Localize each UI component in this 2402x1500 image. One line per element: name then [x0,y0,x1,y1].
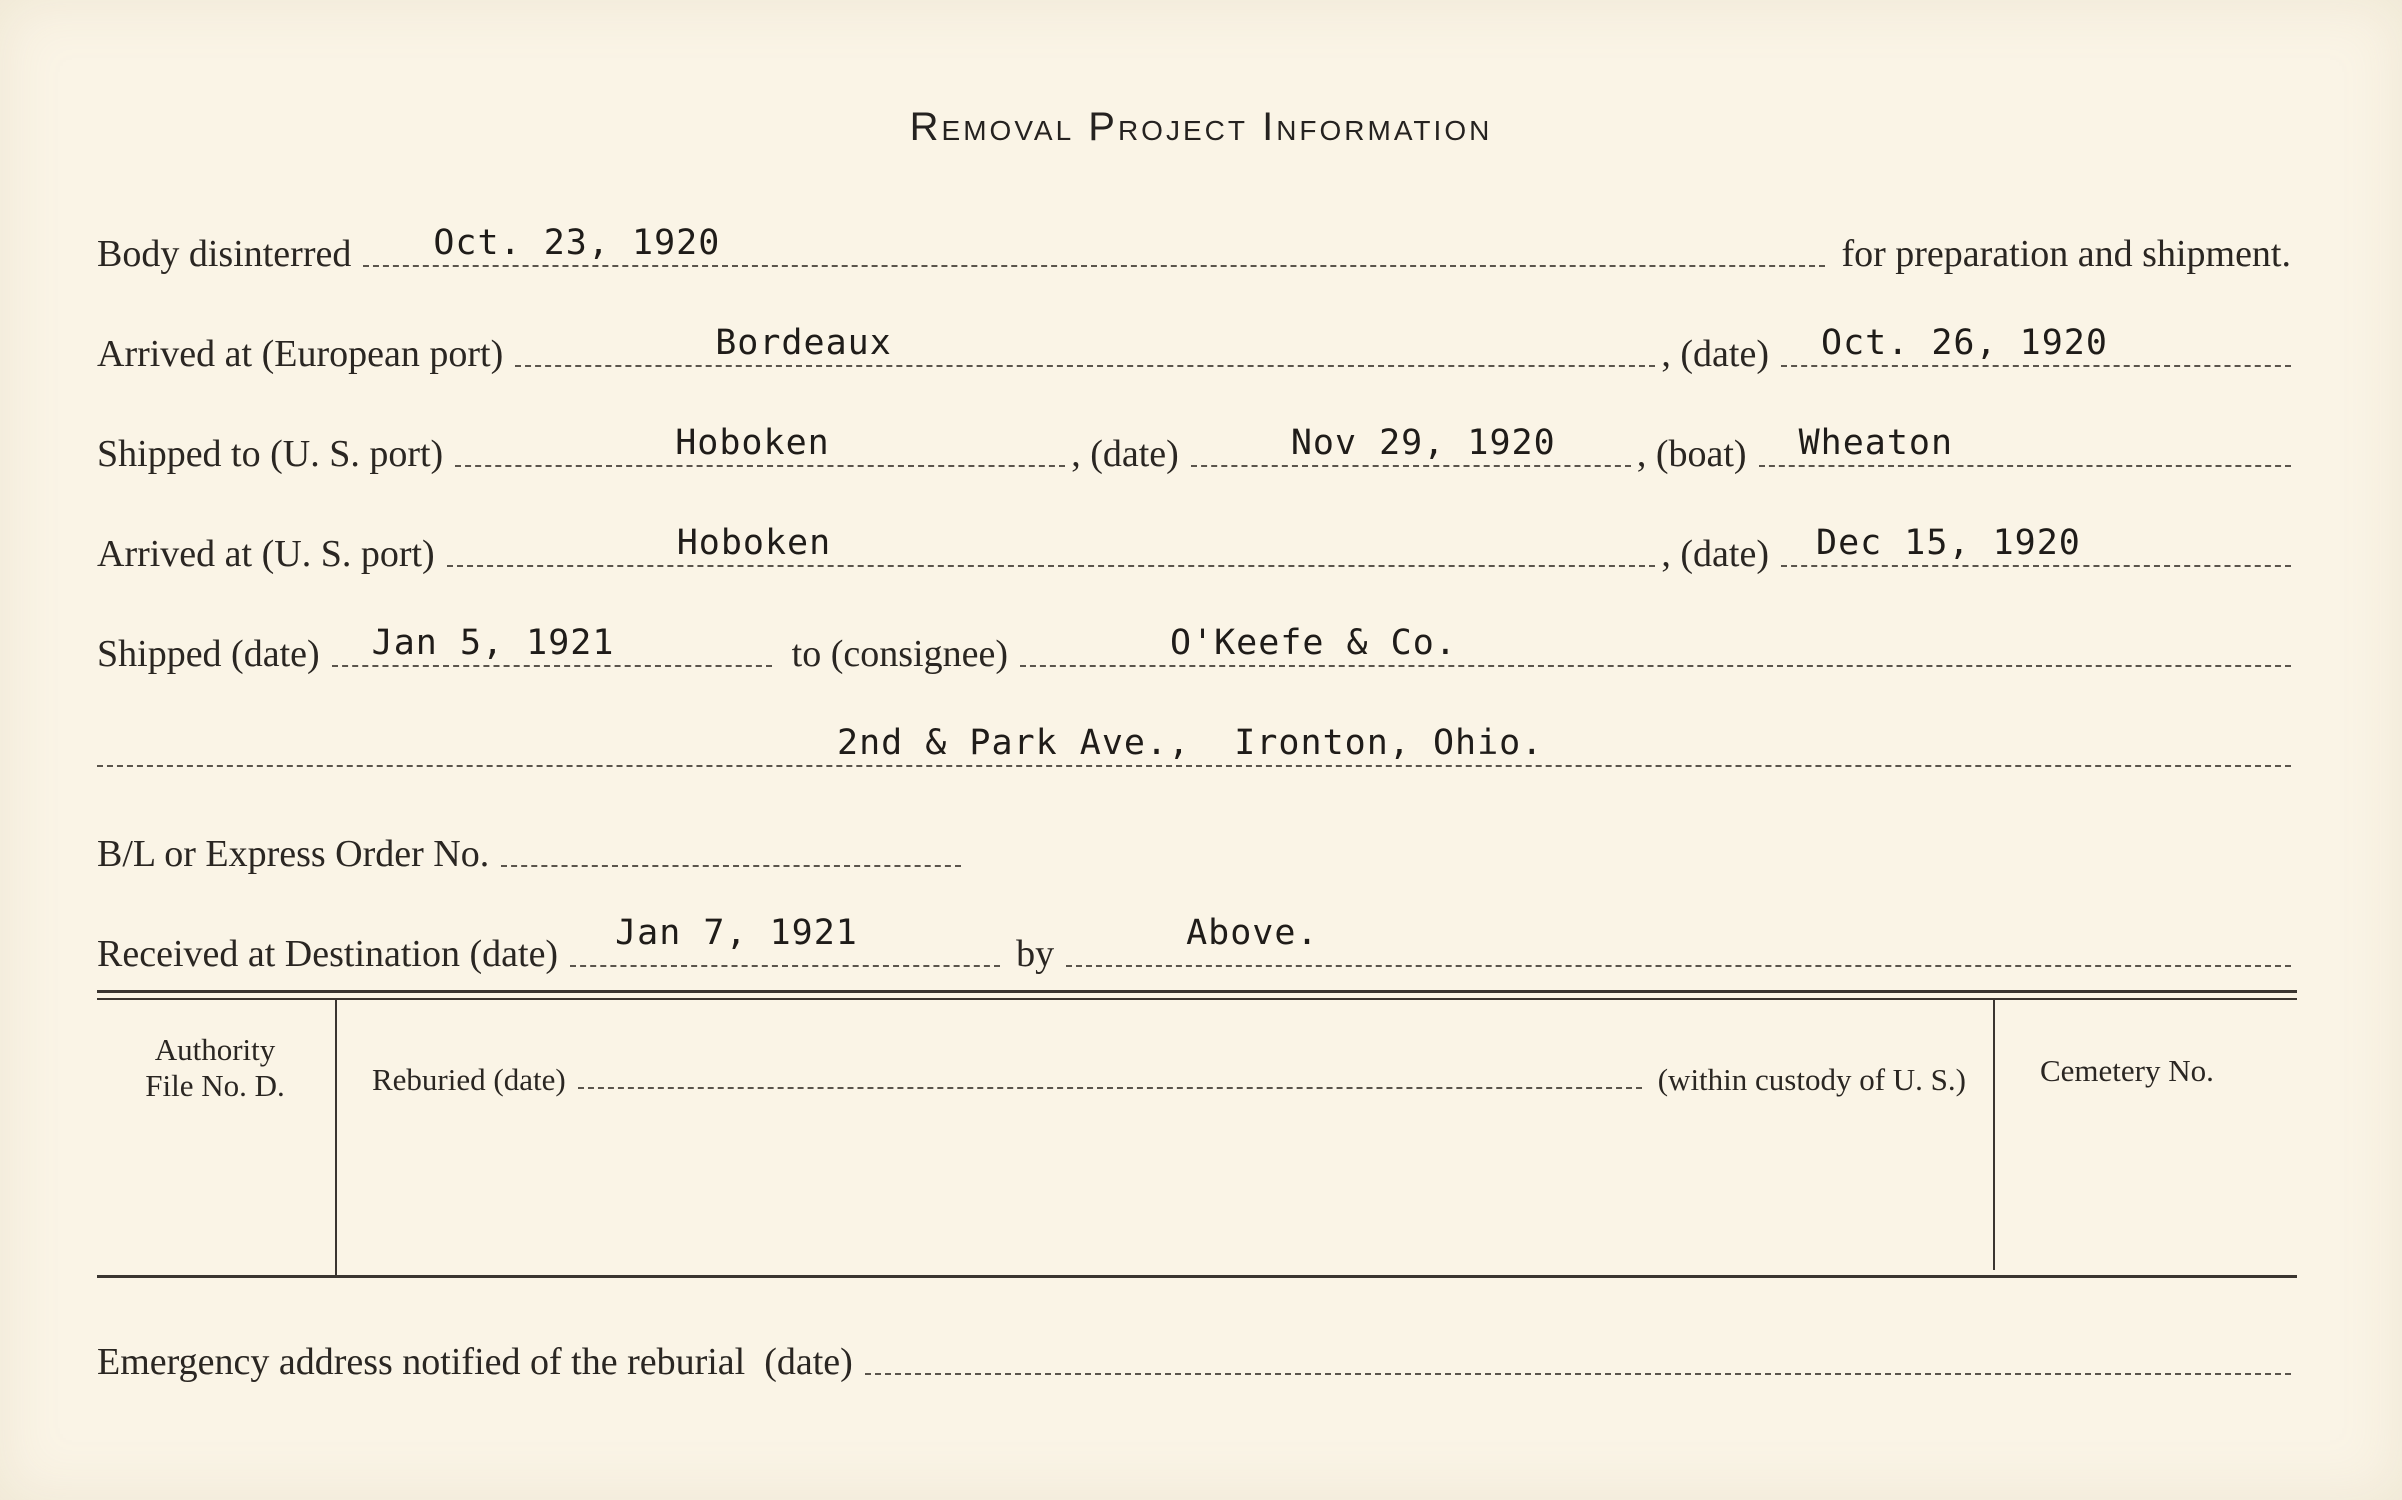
row-shipped-us [97,425,2297,473]
field-arrived-us-port[interactable] [447,525,1656,567]
row-arrived-european [97,325,2297,373]
row-shipped-consignee [97,625,2297,673]
label-european-port: Arrived at (European port) [97,333,504,375]
label-shipped: Shipped (date) [97,633,320,675]
value-by: Above. [1186,913,1319,953]
label-shipped-date: , (date) [1071,433,1179,475]
table-divider-left [335,1000,337,1277]
row-disinterred [97,225,2297,273]
field-bl-order[interactable] [501,825,961,867]
value-european-port: Bordeaux [715,323,892,363]
field-shipped[interactable] [332,625,772,667]
field-reburied[interactable] [578,1055,1642,1089]
value-shipped-date: Nov 29, 1920 [1290,423,1556,463]
row-address [97,725,2297,773]
field-received[interactable] [570,913,1000,967]
value-arrived-us-date: Dec 15, 1920 [1816,523,2081,563]
label-preparation: for preparation and shipment. [1841,233,2291,275]
field-by[interactable] [1066,913,2291,967]
label-bl-order: B/L or Express Order No. [97,833,490,875]
value-european-date: Oct. 26, 1920 [1821,323,2108,363]
label-boat: , (boat) [1636,433,1747,475]
field-disinterred[interactable] [363,225,1825,267]
value-consignee: O'Keefe & Co. [1169,623,1457,663]
value-shipped: Jan 5, 1921 [371,623,615,663]
field-consignee[interactable] [1020,625,2291,667]
label-european-date: , (date) [1661,333,1769,375]
field-emergency[interactable] [865,1333,2291,1375]
card-title: Removal Project Information [909,105,1493,149]
value-arrived-us-port: Hoboken [676,523,832,563]
field-boat[interactable] [1759,425,2291,467]
label-file-no: File No. D. [145,1068,285,1103]
row-emergency [97,1333,2297,1381]
field-european-date[interactable] [1781,325,2291,367]
label-received: Received at Destination (date) [97,933,559,975]
field-arrived-us-date[interactable] [1781,525,2291,567]
label-emergency: Emergency address notified of the reburial (date) [97,1341,853,1383]
field-european-port[interactable] [515,325,1655,367]
row-reburied [372,1055,1972,1095]
label-cemetery: Cemetery No. [2040,1053,2214,1088]
row-received [97,913,2297,975]
value-boat: Wheaton [1798,423,1954,463]
row-arrived-us [97,525,2297,573]
value-received: Jan 7, 1921 [615,913,858,953]
label-by: by [1016,933,1055,975]
field-address[interactable] [97,725,2291,767]
table-bottom-rule [97,1275,2297,1278]
label-reburied: Reburied (date) [372,1062,566,1097]
table-divider-right [1993,1000,1995,1270]
label-arrived-us-date: , (date) [1661,533,1769,575]
label-authority: Authority [154,1032,276,1067]
table-top-rule-inner [97,998,2297,1000]
label-custody: (within custody of U. S.) [1657,1062,1966,1097]
value-disinterred: Oct. 23, 1920 [433,223,721,263]
value-us-port: Hoboken [675,423,830,463]
row-bl-order [97,825,967,873]
authority-cell[interactable] [110,1032,320,1104]
field-us-port[interactable] [455,425,1065,467]
field-shipped-date[interactable] [1191,425,1631,467]
label-us-port: Shipped to (U. S. port) [97,433,444,475]
value-address: 2nd & Park Ave., Ironton, Ohio. [837,723,1544,763]
label-consignee: to (consignee) [791,633,1008,675]
label-disinterred: Body disinterred [97,233,352,275]
label-arrived-us-port: Arrived at (U. S. port) [97,533,435,575]
table-top-rule [97,990,2297,993]
